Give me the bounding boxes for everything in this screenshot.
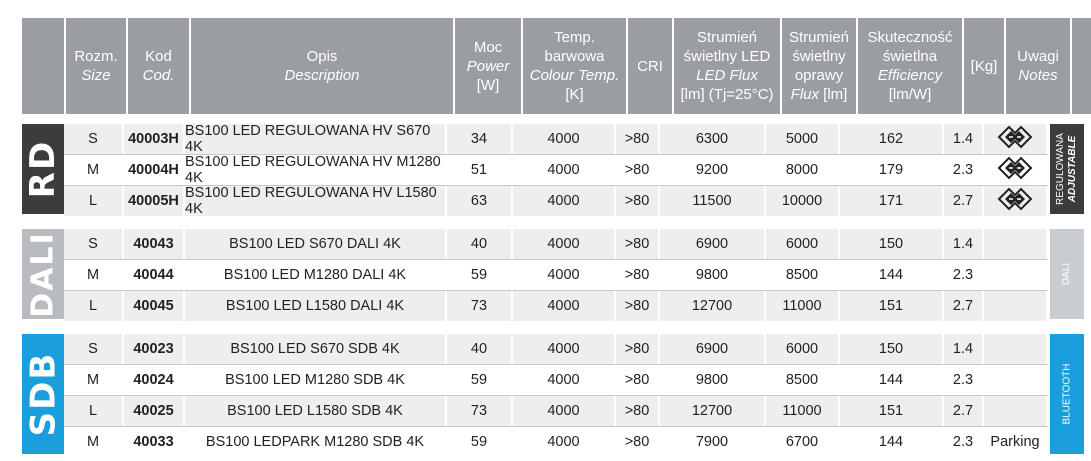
cell-code: 40004H (124, 155, 185, 185)
header-blank (22, 18, 66, 114)
group-dali (22, 229, 1084, 321)
cell-fix: 8500 (766, 260, 840, 290)
header-led-en: LED Flux (696, 67, 758, 84)
header-temp-en: Colour Temp. (529, 67, 620, 84)
cell-eff: 144 (840, 365, 944, 395)
cell-fix: 10000 (766, 186, 840, 216)
cell-fix: 8500 (766, 365, 840, 395)
side-text-l2: ADJUSTABLE (1067, 135, 1078, 203)
header-eff-l1: Skuteczność (867, 29, 953, 46)
note-text: Parking (990, 434, 1040, 450)
cell-eff: 144 (840, 260, 944, 290)
header-desc-en: Description (284, 67, 360, 84)
cell-power: 73 (447, 396, 513, 426)
header-desc-pl: Opis (306, 48, 338, 65)
cell-note (984, 396, 1048, 426)
cell-power: 34 (447, 124, 513, 154)
group-rows (64, 229, 1048, 321)
table-row (64, 427, 1048, 457)
cell-note (984, 155, 1048, 185)
cell-temp: 4000 (513, 260, 616, 290)
cell-desc: BS100 LED REGULOWANA HV M1280 4K (185, 155, 447, 185)
group-badge-label: RD (23, 139, 63, 199)
cell-code: 40044 (124, 260, 185, 290)
table-row (64, 291, 1048, 321)
cell-fix: 6700 (766, 427, 840, 457)
cell-desc: BS100 LED M1280 SDB 4K (185, 365, 447, 395)
cell-temp: 4000 (513, 155, 616, 185)
cell-code: 40024 (124, 365, 185, 395)
cell-cri: >80 (616, 291, 660, 321)
cell-note (984, 229, 1048, 259)
cell-power: 40 (447, 229, 513, 259)
cell-temp: 4000 (513, 229, 616, 259)
header-cri-label: CRI (637, 57, 663, 75)
header-fix-l2: świetlny (792, 48, 846, 65)
side-text-l1: REGULOWANA (1055, 133, 1066, 205)
cell-kg: 2.7 (944, 396, 984, 426)
cell-cri: >80 (616, 427, 660, 457)
cell-cri: >80 (616, 396, 660, 426)
cell-cri: >80 (616, 124, 660, 154)
group-badge (22, 334, 64, 454)
cell-eff: 179 (840, 155, 944, 185)
cell-desc: BS100 LED L1580 DALI 4K (185, 291, 447, 321)
cell-eff: 150 (840, 334, 944, 364)
cell-led: 6900 (660, 229, 766, 259)
cell-eff: 162 (840, 124, 944, 154)
cell-size: S (64, 229, 124, 259)
cell-fix: 6000 (766, 334, 840, 364)
header-led-l2: świetlny LED (683, 48, 771, 65)
cell-fix: 5000 (766, 124, 840, 154)
group-badge (22, 229, 64, 319)
cell-led: 9200 (660, 155, 766, 185)
cell-eff: 171 (840, 186, 944, 216)
cell-power: 73 (447, 291, 513, 321)
side-text (1055, 133, 1079, 205)
header-notes-en: Notes (1018, 67, 1058, 84)
cell-temp: 4000 (513, 396, 616, 426)
group-rows (64, 124, 1048, 216)
cell-eff: 151 (840, 291, 944, 321)
cell-power: 59 (447, 365, 513, 395)
header-fix-l3: oprawy (794, 67, 844, 84)
cell-power: 59 (447, 260, 513, 290)
cell-desc: BS100 LED REGULOWANA HV S670 4K (185, 124, 447, 154)
cell-power: 59 (447, 427, 513, 457)
table-row (64, 155, 1048, 186)
group-side-label (1048, 229, 1084, 319)
header-desc (191, 18, 455, 114)
header-kg-label: [Kg] (970, 57, 998, 75)
cell-led: 9800 (660, 365, 766, 395)
cell-temp: 4000 (513, 334, 616, 364)
adjustable-icon (995, 123, 1035, 155)
group-badge-label: DALI (25, 230, 61, 318)
cell-size: M (64, 260, 124, 290)
cell-led: 12700 (660, 396, 766, 426)
table-row (64, 396, 1048, 427)
table-header (22, 18, 1091, 114)
cell-note (984, 186, 1048, 216)
header-fix-en: Flux (790, 86, 819, 103)
cell-kg: 2.3 (944, 365, 984, 395)
header-temp-unit: [K] (565, 86, 584, 103)
header-eff-unit: [lm/W] (888, 86, 932, 103)
header-power-unit: [W] (476, 76, 500, 94)
cell-size: M (64, 365, 124, 395)
cell-desc: BS100 LED S670 DALI 4K (185, 229, 447, 259)
table-row (64, 365, 1048, 396)
header-led-flux (674, 18, 782, 114)
cell-note (984, 427, 1048, 457)
cell-fix: 11000 (766, 291, 840, 321)
cell-power: 63 (447, 186, 513, 216)
group-rd (22, 124, 1084, 216)
adjustable-icon (995, 154, 1035, 186)
cell-cri: >80 (616, 155, 660, 185)
header-power-en: Power (466, 57, 510, 75)
header-size-pl: Rozm. (74, 48, 118, 65)
cell-code: 40023 (124, 334, 185, 364)
side-text-l1: BLUETOOTH (1061, 363, 1072, 425)
cell-cri: >80 (616, 229, 660, 259)
cell-kg: 2.7 (944, 291, 984, 321)
header-cri (628, 18, 674, 114)
cell-kg: 2.7 (944, 186, 984, 216)
group-badge-label: SDB (23, 351, 63, 437)
cell-desc: BS100 LED REGULOWANA HV L1580 4K (185, 186, 447, 216)
header-code-pl: Kod (145, 48, 172, 65)
cell-led: 6300 (660, 124, 766, 154)
cell-desc: BS100 LED S670 SDB 4K (185, 334, 447, 364)
table-row (64, 229, 1048, 260)
cell-kg: 1.4 (944, 229, 984, 259)
cell-note (984, 365, 1048, 395)
cell-temp: 4000 (513, 291, 616, 321)
header-temp-l1: Temp. (554, 29, 595, 46)
header-led-l1: Strumień (696, 29, 758, 46)
cell-cri: >80 (616, 334, 660, 364)
cell-temp: 4000 (513, 427, 616, 457)
header-code (128, 18, 191, 114)
header-size (66, 18, 128, 114)
cell-code: 40033 (124, 427, 185, 457)
header-weight (964, 18, 1006, 114)
header-code-en: Cod. (142, 67, 175, 84)
group-badge (22, 124, 64, 214)
cell-code: 40003H (124, 124, 185, 154)
cell-temp: 4000 (513, 186, 616, 216)
group-rows (64, 334, 1048, 457)
cell-size: L (64, 396, 124, 426)
cell-power: 51 (447, 155, 513, 185)
cell-size: S (64, 124, 124, 154)
cell-kg: 1.4 (944, 124, 984, 154)
cell-kg: 1.4 (944, 334, 984, 364)
cell-eff: 144 (840, 427, 944, 457)
group-side-label (1048, 334, 1084, 454)
cell-temp: 4000 (513, 365, 616, 395)
table-row (64, 334, 1048, 365)
cell-led: 9800 (660, 260, 766, 290)
cell-led: 6900 (660, 334, 766, 364)
table-row (64, 260, 1048, 291)
cell-code: 40043 (124, 229, 185, 259)
side-text (1061, 263, 1073, 285)
cell-eff: 150 (840, 229, 944, 259)
cell-note (984, 291, 1048, 321)
cell-size: L (64, 291, 124, 321)
header-notes-pl: Uwagi (1017, 48, 1059, 65)
cell-kg: 2.3 (944, 427, 984, 457)
header-size-en: Size (81, 67, 111, 84)
adjustable-icon (995, 185, 1035, 217)
header-temp-l2: barwowa (544, 48, 605, 65)
cell-cri: >80 (616, 365, 660, 395)
group-sdb (22, 334, 1084, 457)
cell-eff: 151 (840, 396, 944, 426)
header-power-pl: Moc (473, 38, 503, 56)
header-led-unit: [lm] (Tj=25°C) (680, 86, 774, 103)
cell-kg: 2.3 (944, 260, 984, 290)
header-side-blank (1072, 18, 1091, 114)
header-temp (523, 18, 628, 114)
cell-desc: BS100 LEDPARK M1280 SDB 4K (185, 427, 447, 457)
table-row (64, 124, 1048, 155)
header-fix-l4 (791, 85, 848, 104)
cell-kg: 2.3 (944, 155, 984, 185)
header-fix-l1: Strumień (788, 29, 850, 46)
cell-desc: BS100 LED M1280 DALI 4K (185, 260, 447, 290)
table-row (64, 186, 1048, 216)
cell-note (984, 260, 1048, 290)
header-eff-en: Efficiency (877, 67, 943, 84)
cell-code: 40025 (124, 396, 185, 426)
cell-cri: >80 (616, 186, 660, 216)
cell-note (984, 334, 1048, 364)
header-notes (1006, 18, 1072, 114)
cell-code: 40005H (124, 186, 185, 216)
cell-power: 40 (447, 334, 513, 364)
cell-led: 11500 (660, 186, 766, 216)
header-efficiency (858, 18, 964, 114)
cell-note (984, 124, 1048, 154)
cell-size: M (64, 155, 124, 185)
cell-led: 12700 (660, 291, 766, 321)
cell-fix: 11000 (766, 396, 840, 426)
cell-cri: >80 (616, 260, 660, 290)
side-text (1061, 364, 1073, 425)
header-fix-unit: [lm] (819, 86, 848, 103)
header-eff-l2: świetlna (882, 48, 938, 65)
side-text-l1: DALI (1060, 262, 1072, 286)
cell-temp: 4000 (513, 124, 616, 154)
cell-fix: 6000 (766, 229, 840, 259)
cell-size: S (64, 334, 124, 364)
cell-code: 40045 (124, 291, 185, 321)
header-fixture-flux (782, 18, 858, 114)
cell-led: 7900 (660, 427, 766, 457)
cell-size: L (64, 186, 124, 216)
cell-fix: 8000 (766, 155, 840, 185)
header-power (455, 18, 523, 114)
group-side-label (1048, 124, 1084, 214)
cell-size: M (64, 427, 124, 457)
cell-desc: BS100 LED L1580 SDB 4K (185, 396, 447, 426)
